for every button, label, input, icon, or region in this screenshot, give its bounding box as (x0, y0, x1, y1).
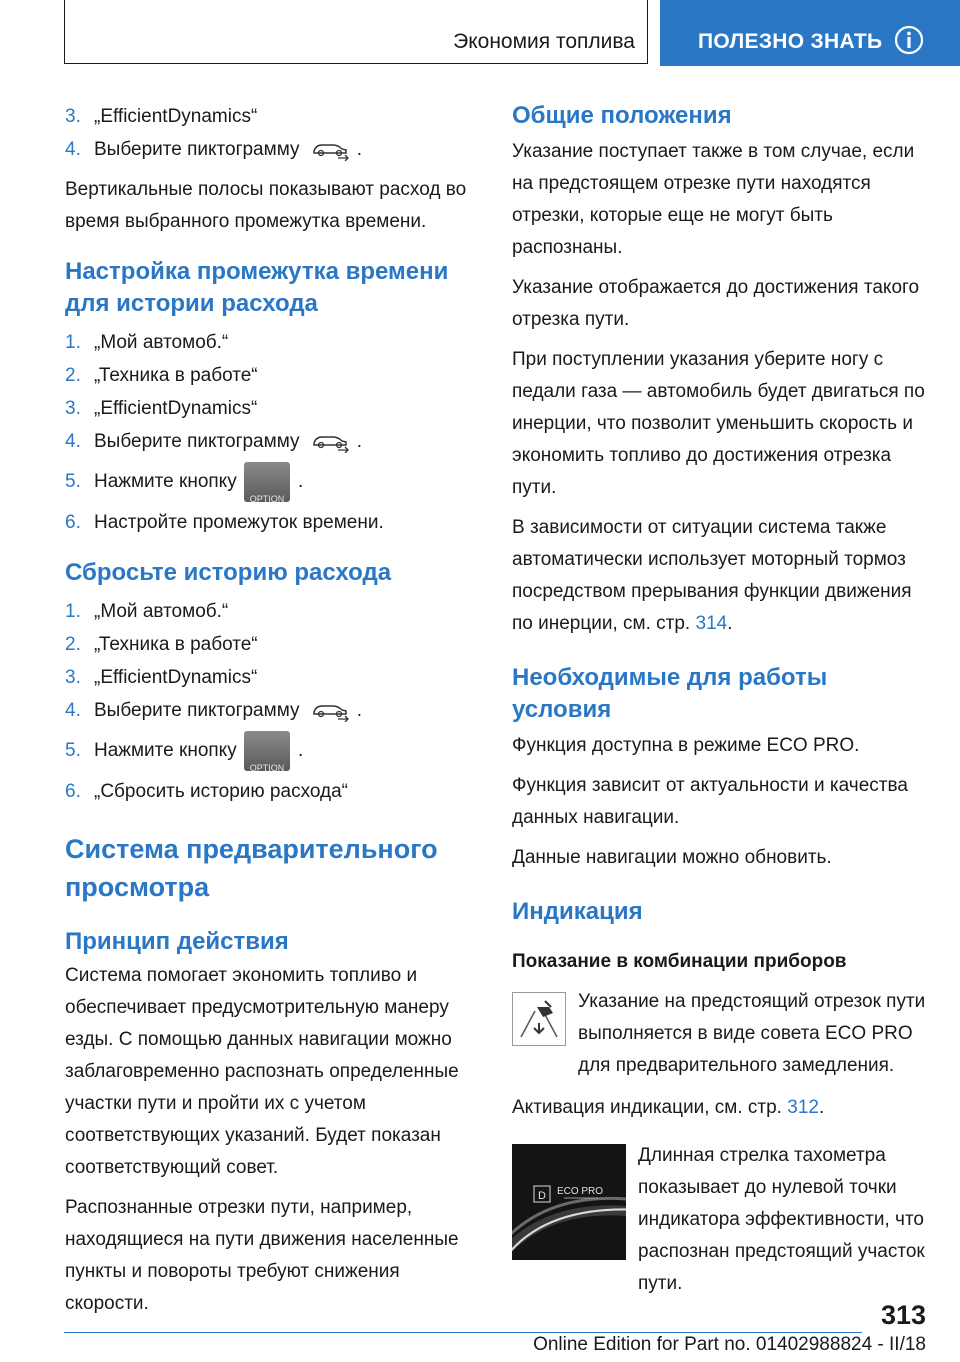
list-item: 6. Настройте промежуток времени. (65, 512, 384, 533)
tachometer-image (512, 1144, 626, 1260)
car-route-icon (311, 700, 351, 722)
heading-preview-system: Система предварительного просмотра (65, 834, 438, 902)
paragraph: Распознанные отрезки пути, например, находящиеся на пути движения населенные пункты и повороты требуют снижения скорости. (65, 1197, 459, 1314)
footer-edition: Online Edition for Part no. 01402988824 - II/18 (533, 1334, 926, 1355)
paragraph: Указание отображается до достижения такого отрезка пути. (512, 277, 920, 330)
page-number: 313 (880, 1300, 926, 1330)
paragraph: Указание поступает также в том случае, если на предстоящем отрезке пути находятся отрезки, которые еще не могут быть распознаны. (512, 141, 915, 258)
heading-reset: Сбросьте историю расхода (65, 559, 392, 586)
list-item: 4. Выберите пиктограмму . (65, 431, 363, 452)
eco-pro-hint-icon (512, 992, 566, 1046)
list-item: 4. Выберите пиктограмму . (65, 700, 363, 721)
list-item: 1. „Мой автомоб.“ (65, 601, 229, 622)
steps-list-a (65, 100, 485, 166)
paragraph: Вертикальные полосы показывают расход во время выбранного промежутка времени. (65, 179, 467, 232)
paragraph: Данные навигации можно обновить. (512, 847, 832, 868)
header-section-box (64, 0, 648, 64)
list-item: 1. „Мой автомоб.“ (65, 332, 229, 353)
paragraph: Функция зависит от актуальности и качества данных навигации. (512, 775, 908, 828)
heading-cluster: Показание в комбинации приборов (512, 951, 847, 972)
heading-interval: Настройка промежутка времени для истории расхода (65, 258, 449, 317)
heading-principle: Принцип действия (65, 928, 289, 955)
paragraph: Система помогает экономить топливо и обеспечивает предусмотрительную манеру езды. С помощью данных навигации можно заблаговременно распознать определенные участки пути и пройти их с учетом соответствующих указаний. Будет показан соответствующий совет. (65, 965, 459, 1178)
list-item: 5. Нажмите кнопку OPTION . (65, 458, 485, 506)
indicator-row (512, 986, 932, 1082)
list-item: 3. „EfficientDynamics“ (65, 398, 258, 419)
list-item: 2. „Техника в работе“ (65, 365, 258, 386)
paragraph: В зависимости от ситуации система также автоматически использует моторный тормоз посредством прерывания функции движения по инерции, см. стр. 314. (512, 517, 912, 634)
tachometer-description: Длинная стрелка тахометра показывает до нулевой точки индикатора эффективности, что распознан предстоящий участок пути. (638, 1145, 925, 1294)
paragraph: Активация индикации, см. стр. 312. (512, 1097, 825, 1118)
page-link[interactable]: 314 (695, 613, 728, 634)
list-item: 4. Выберите пиктограмму . (65, 139, 363, 160)
tachometer-row (512, 1140, 932, 1300)
footer-divider (64, 1332, 862, 1333)
list-item: 3. „EfficientDynamics“ (65, 106, 258, 127)
steps-list-b (65, 326, 485, 539)
steps-list-c (65, 595, 485, 808)
tacho-gear-label: D (538, 1190, 546, 1202)
car-route-icon (311, 139, 351, 161)
list-item: 3. „EfficientDynamics“ (65, 667, 258, 688)
header-tab-label: ПОЛЕЗНО ЗНАТЬ (698, 30, 883, 53)
list-item: 6. „Сбросить историю расхода“ (65, 781, 348, 802)
header-section-title: Экономия топлива (453, 30, 635, 53)
option-button-icon: OPTION (244, 731, 290, 771)
page-link[interactable]: 312 (787, 1097, 819, 1118)
list-item: 5. Нажмите кнопку OPTION . (65, 727, 485, 775)
left-column (65, 100, 485, 1320)
heading-general: Общие положения (512, 102, 732, 129)
indicator-description: Указание на предстоящий отрезок пути выполняется в виде совета ECO PRO для предварительного замедления. (578, 991, 926, 1076)
heading-conditions: Необходимые для работы условия (512, 664, 828, 723)
heading-indication: Индикация (512, 898, 643, 925)
info-icon[interactable] (894, 25, 924, 55)
car-route-icon (311, 431, 351, 453)
paragraph: При поступлении указания уберите ногу с педали газа — автомобиль будет двигаться по инерции, что позволит уменьшить скорость и экономить топливо до достижения отрезка пути. (512, 349, 925, 498)
right-column (512, 100, 932, 1300)
option-button-icon: OPTION (244, 462, 290, 502)
paragraph: Функция доступна в режиме ECO PRO. (512, 735, 860, 756)
tacho-eco-label: ECO PRO (556, 1186, 604, 1197)
list-item: 2. „Техника в работе“ (65, 634, 258, 655)
